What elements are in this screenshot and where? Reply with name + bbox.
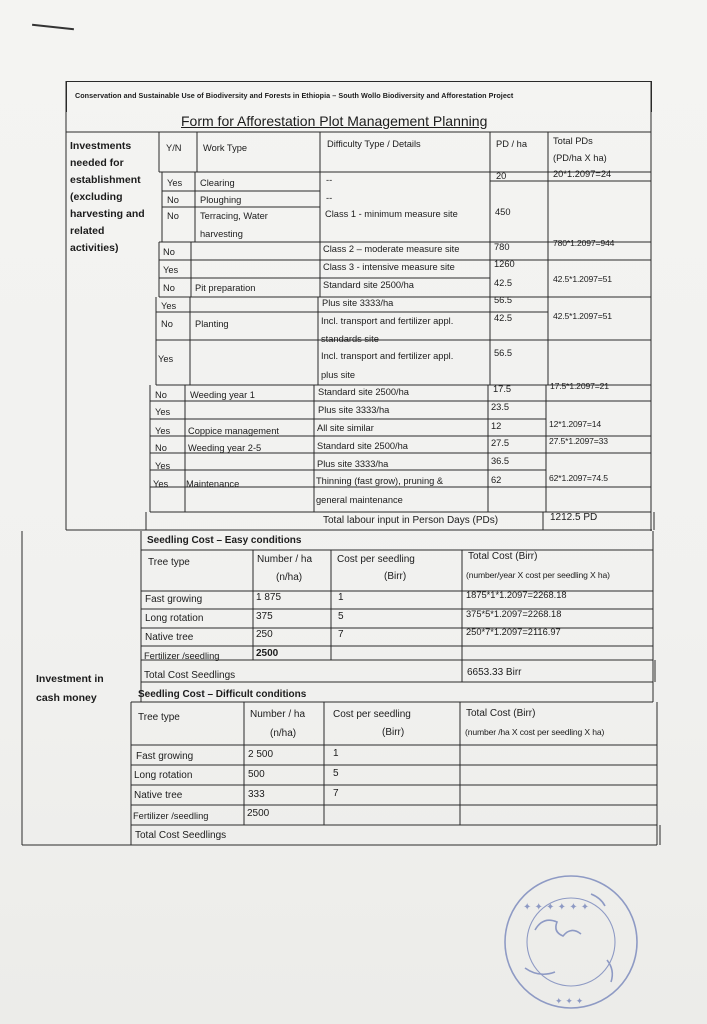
establishment-label-line: (excluding — [70, 191, 123, 203]
easy-tree-type: Long rotation — [145, 613, 204, 624]
easy-col-cost-unit: (Birr) — [384, 571, 407, 582]
difficult-number: 500 — [248, 769, 265, 780]
yn-cell: Yes — [167, 178, 183, 188]
col-yn: Y/N — [166, 143, 182, 153]
establishment-label-line: Investments — [70, 140, 132, 152]
pd-cell: 20 — [496, 171, 507, 181]
detail-cell: Class 3 - intensive measure site — [323, 262, 455, 272]
pd-cell: 23.5 — [491, 402, 510, 412]
total-cell: 62*1.2097=74.5 — [549, 473, 608, 483]
easy-total: 250*7*1.2097=2116.97 — [466, 627, 561, 637]
total-cell: 42.5*1.2097=51 — [553, 274, 612, 284]
yn-cell: Yes — [155, 461, 171, 471]
detail-cell: All site similar — [317, 423, 374, 433]
cash-label-line: cash money — [36, 692, 97, 704]
total-cell: 20*1.2097=24 — [553, 169, 612, 179]
work-cell: Planting — [195, 319, 229, 329]
detail-cell: Incl. transport and fertilizer appl. — [321, 316, 454, 326]
round-stamp-icon — [495, 870, 645, 1012]
total-cell: 42.5*1.2097=51 — [553, 311, 612, 321]
establishment-label-line: harvesting and — [70, 208, 145, 220]
yn-cell: No — [167, 211, 179, 221]
project-title: Conservation and Sustainable Use of Biodiversity and Forests in Ethiopia – South Wollo Biodiversity and Afforestation Project — [75, 91, 514, 100]
difficult-number: 333 — [248, 789, 265, 800]
total-labour-label: Total labour input in Person Days (PDs) — [323, 515, 499, 526]
easy-number: 250 — [256, 629, 273, 640]
difficult-total-label: Total Cost Seedlings — [135, 830, 227, 841]
work-cell: Pit preparation — [195, 283, 256, 293]
difficult-section-title: Seedling Cost – Difficult conditions — [138, 689, 307, 700]
easy-tree-type: Fertilizer /seedling — [144, 651, 220, 661]
yn-cell: Yes — [163, 265, 179, 275]
total-cell: 27.5*1.2097=33 — [549, 436, 608, 446]
pd-cell: 42.5 — [494, 278, 513, 288]
cash-money-label — [36, 670, 104, 708]
work-cell: Maintenance — [186, 479, 240, 489]
work-cell: Weeding year 1 — [190, 390, 255, 400]
yn-cell: No — [163, 283, 175, 293]
difficult-tree-type: Fertilizer /seedling — [133, 811, 209, 821]
detail-cell: Class 2 – moderate measure site — [323, 244, 460, 254]
easy-number: 2500 — [256, 648, 279, 659]
easy-number: 375 — [256, 611, 273, 622]
work-cell: Clearing — [200, 178, 235, 188]
establishment-label-line: establishment — [70, 174, 141, 186]
difficult-cost: 5 — [333, 768, 339, 779]
establishment-label-line: related — [70, 225, 105, 237]
pd-cell: 42.5 — [494, 313, 513, 323]
pd-cell: 56.5 — [494, 295, 513, 305]
detail-cell: Standard site 2500/ha — [318, 387, 409, 397]
detail-cell: Plus site 3333/ha — [318, 405, 390, 415]
easy-total-label: Total Cost Seedlings — [144, 670, 236, 681]
yn-cell: Yes — [155, 407, 171, 417]
difficult-col-total-formula: (number /ha X cost per seedling X ha) — [465, 727, 605, 737]
form-title: Form for Afforestation Plot Management Planning — [181, 113, 488, 129]
col-work-type: Work Type — [203, 143, 248, 153]
difficult-tree-type: Fast growing — [136, 751, 194, 762]
detail-cell: -- — [326, 193, 333, 203]
pen-mark — [32, 24, 74, 30]
easy-total: 375*5*1.2097=2268.18 — [466, 609, 562, 619]
difficult-cost: 7 — [333, 788, 339, 799]
col-pd-ha: PD / ha — [496, 139, 528, 149]
difficult-col-cost: Cost per seedling — [333, 709, 411, 720]
yn-cell: No — [163, 247, 175, 257]
total-cell: 17.5*1.2097=21 — [550, 381, 609, 391]
easy-section-title: Seedling Cost – Easy conditions — [147, 535, 302, 546]
pd-cell: 56.5 — [494, 348, 513, 358]
pd-cell: 780 — [494, 242, 510, 252]
work-cell: harvesting — [200, 229, 243, 239]
detail-cell: -- — [326, 175, 333, 185]
detail-cell: Plus site 3333/ha — [322, 298, 394, 308]
difficult-tree-type: Long rotation — [134, 770, 193, 781]
detail-cell: Class 1 - minimum measure site — [325, 209, 458, 219]
detail-cell: general maintenance — [316, 495, 403, 505]
detail-cell: standards site — [321, 334, 379, 344]
total-cell: 780*1.2097=944 — [553, 238, 615, 248]
difficult-col-number: Number / ha — [250, 709, 306, 720]
difficult-number: 2 500 — [248, 749, 274, 760]
work-cell: Weeding year 2-5 — [188, 443, 262, 453]
establishment-label-line: activities) — [70, 242, 119, 254]
work-cell: Coppice management — [188, 426, 279, 436]
cash-label-line: Investment in — [36, 673, 104, 685]
difficult-col-cost-unit: (Birr) — [382, 727, 405, 738]
difficult-number: 2500 — [247, 808, 270, 819]
difficult-tree-type: Native tree — [134, 790, 183, 801]
svg-text:✦ ✦ ✦ ✦ ✦ ✦: ✦ ✦ ✦ ✦ ✦ ✦ — [523, 902, 590, 913]
easy-col-total: Total Cost (Birr) — [468, 551, 538, 562]
easy-cost: 1 — [338, 592, 344, 603]
svg-text:✦ ✦ ✦: ✦ ✦ ✦ — [555, 997, 584, 1007]
pd-cell: 1260 — [494, 259, 515, 269]
difficult-col-total: Total Cost (Birr) — [466, 708, 536, 719]
detail-cell: Thinning (fast grow), pruning & — [316, 476, 444, 486]
yn-cell: No — [155, 443, 167, 453]
establishment-label-line: needed for — [70, 157, 124, 169]
pd-cell: 27.5 — [491, 438, 510, 448]
easy-number: 1 875 — [256, 592, 282, 603]
total-cell: 12*1.2097=14 — [549, 419, 601, 429]
establishment-label — [70, 138, 145, 257]
col-difficulty: Difficulty Type / Details — [327, 139, 421, 149]
pd-cell: 36.5 — [491, 456, 510, 466]
yn-cell: Yes — [155, 426, 171, 436]
yn-cell: Yes — [153, 479, 169, 489]
difficult-col-tree: Tree type — [138, 712, 180, 723]
project-header-box — [66, 81, 652, 112]
detail-cell: plus site — [321, 370, 356, 380]
work-cell: Terracing, Water — [200, 211, 268, 221]
easy-col-cost: Cost per seedling — [337, 554, 415, 565]
easy-total: 1875*1*1.2097=2268.18 — [466, 590, 567, 600]
yn-cell: No — [161, 319, 173, 329]
difficult-cost: 1 — [333, 748, 339, 759]
easy-col-total-formula: (number/year X cost per seedling X ha) — [466, 570, 610, 580]
total-labour-value: 1212.5 PD — [550, 512, 598, 523]
easy-col-tree: Tree type — [148, 557, 190, 568]
easy-cost: 5 — [338, 611, 344, 622]
pd-cell: 450 — [495, 207, 511, 217]
detail-cell: Standard site 2500/ha — [323, 280, 414, 290]
detail-cell: Plus site 3333/ha — [317, 459, 389, 469]
pd-cell: 62 — [491, 475, 502, 485]
detail-cell: Incl. transport and fertilizer appl. — [321, 351, 454, 361]
easy-col-number: Number / ha — [257, 554, 313, 565]
easy-col-number-unit: (n/ha) — [276, 572, 303, 583]
yn-cell: Yes — [161, 301, 177, 311]
work-cell: Ploughing — [200, 195, 242, 205]
pd-cell: 17.5 — [493, 384, 512, 394]
col-total-pds-formula: (PD/ha X ha) — [553, 153, 607, 163]
difficult-col-number-unit: (n/ha) — [270, 728, 297, 739]
easy-tree-type: Fast growing — [145, 594, 203, 605]
pd-cell: 12 — [491, 421, 502, 431]
col-total-pds: Total PDs — [553, 136, 593, 146]
yn-cell: No — [155, 390, 167, 400]
yn-cell: Yes — [158, 354, 174, 364]
easy-cost: 7 — [338, 629, 344, 640]
yn-cell: No — [167, 195, 179, 205]
easy-tree-type: Native tree — [145, 632, 194, 643]
detail-cell: Standard site 2500/ha — [317, 441, 408, 451]
easy-total-value: 6653.33 Birr — [467, 667, 522, 678]
